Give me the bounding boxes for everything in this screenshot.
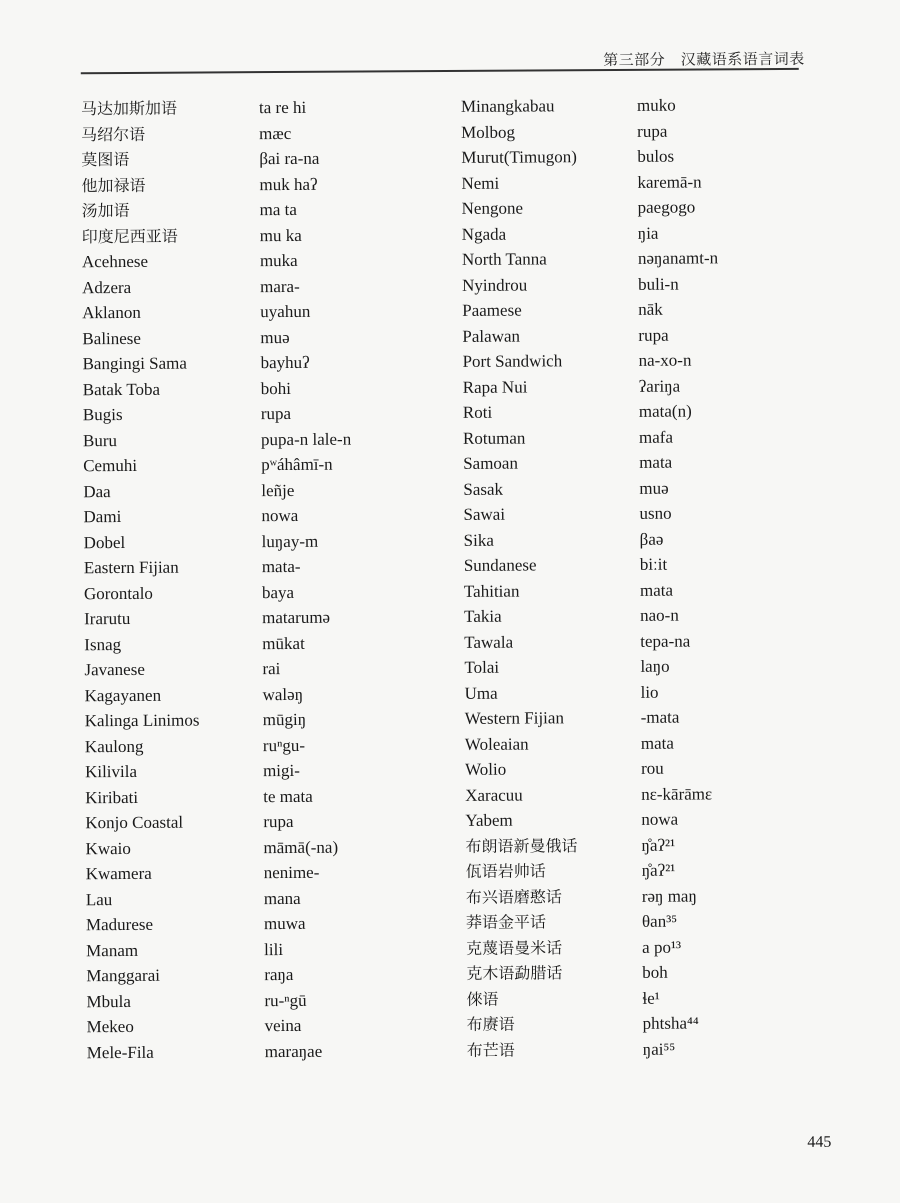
word-form: migi- <box>262 760 300 781</box>
language-name: Minangkabau <box>460 96 555 116</box>
language-name: Dami <box>83 507 122 527</box>
language-name: Konjo Coastal <box>85 812 184 833</box>
language-name: Mbula <box>86 991 131 1011</box>
word-form: rupa <box>260 403 292 424</box>
language-name: 马达加斯加语 <box>80 98 178 119</box>
word-form: buli-n <box>638 274 679 294</box>
word-form: bohi <box>260 378 291 398</box>
language-name: Manggarai <box>86 965 160 986</box>
word-form: mūkat <box>262 633 305 653</box>
word-form: pʷáhâmī-n <box>261 454 333 475</box>
language-name: 布兴语磨憨话 <box>465 886 562 907</box>
word-form: mata <box>640 733 674 753</box>
language-name: Kagayanen <box>84 685 162 705</box>
language-name: Kaulong <box>84 736 144 756</box>
language-name: Daa <box>83 481 111 501</box>
language-name: Nemi <box>461 173 500 193</box>
language-name: 佤语岩帅话 <box>465 861 546 881</box>
word-form: mu ka <box>259 225 302 245</box>
language-name: Aklanon <box>82 302 141 323</box>
language-name: 莫图语 <box>81 149 130 170</box>
language-name: 克蔑语曼米话 <box>466 937 563 958</box>
language-name: Ngada <box>461 224 507 244</box>
word-form: nāk <box>638 299 663 319</box>
word-form: βaə <box>639 529 664 549</box>
word-form: mata <box>639 580 674 600</box>
word-form: rəŋ maŋ <box>641 885 697 906</box>
language-name: 他加禄语 <box>81 175 146 195</box>
language-name: Samoan <box>463 453 519 473</box>
language-name: Javanese <box>84 659 145 680</box>
word-form: mafa <box>638 427 674 447</box>
language-name: Woleaian <box>464 734 529 754</box>
word-form: bulos <box>637 146 675 166</box>
language-name: Tawala <box>464 632 514 652</box>
language-name: Uma <box>464 683 498 703</box>
word-form: raŋa <box>264 964 294 985</box>
language-name: Isnag <box>84 634 122 654</box>
language-name: Batak Toba <box>82 379 161 399</box>
word-form: ŋai⁵⁵ <box>642 1039 676 1059</box>
language-name: Kwamera <box>85 863 152 884</box>
word-form: ŋ̊aʔ²¹ <box>641 860 676 880</box>
language-name: Murut(Timugon) <box>461 147 577 167</box>
word-form: mata- <box>261 556 301 577</box>
word-form: muə <box>639 478 669 498</box>
language-name: Dobel <box>83 532 126 552</box>
word-form: lili <box>264 939 284 959</box>
word-form: waləŋ <box>262 684 304 704</box>
word-form: mana <box>263 888 301 908</box>
language-name: 汤加语 <box>81 200 130 221</box>
word-form: karemā-n <box>637 171 702 192</box>
language-name: Cemuhi <box>83 455 138 476</box>
language-name: Acehnese <box>81 251 149 272</box>
header-rule <box>81 68 799 74</box>
word-form: nəŋanamt-n <box>637 248 719 268</box>
language-name: Kilivila <box>84 761 138 782</box>
language-name: Kiribati <box>85 787 139 807</box>
word-form: ŋ̊aʔ²¹ <box>641 835 676 855</box>
word-form: a po¹³ <box>642 937 682 957</box>
language-name: Tahitian <box>463 581 520 601</box>
word-form: nowa <box>641 809 679 829</box>
language-name: Manam <box>86 940 139 960</box>
language-name: Bugis <box>82 404 123 425</box>
word-form: mūgiŋ <box>262 709 307 730</box>
word-form: nɛ-kārāmɛ <box>641 783 713 804</box>
running-head: 第三部分 汉藏语系语言词表 <box>603 49 805 70</box>
word-form: ruⁿgu- <box>262 735 306 755</box>
language-name: Tolai <box>464 657 500 677</box>
word-form: ta re hi <box>258 97 307 118</box>
language-name: Takia <box>464 606 502 626</box>
language-name: Palawan <box>462 326 521 346</box>
language-name: Port Sandwich <box>462 351 563 371</box>
word-form: baya <box>261 582 295 602</box>
language-name: Xaracuu <box>465 785 523 805</box>
word-form: ma ta <box>259 199 297 220</box>
language-name: Yabem <box>465 810 513 830</box>
language-name: Sika <box>463 530 494 550</box>
language-name: Balinese <box>82 328 141 348</box>
word-form: -mata <box>640 707 680 727</box>
word-form: biːit <box>639 554 668 574</box>
word-form: uyahun <box>260 301 311 322</box>
language-name: Kalinga Linimos <box>84 710 200 731</box>
word-form: paegogo <box>637 197 696 217</box>
word-form: ŋia <box>637 223 659 243</box>
language-name: 布赓语 <box>466 1014 515 1034</box>
word-form: rupa <box>638 325 669 345</box>
word-form: mata <box>639 452 673 472</box>
word-form: muka <box>259 250 298 271</box>
language-name: 布芒语 <box>466 1040 515 1060</box>
language-name: Sawai <box>463 504 506 524</box>
word-form: ɬe¹ <box>642 988 660 1008</box>
word-form: muə <box>260 327 290 347</box>
language-name: Western Fijian <box>464 708 564 728</box>
word-form: nowa <box>261 505 299 526</box>
word-form: maraŋae <box>264 1041 323 1061</box>
left-language-column <box>81 95 257 1065</box>
word-form: pupa-n lale-n <box>260 429 352 449</box>
language-name: North Tanna <box>461 249 547 269</box>
word-form: muwa <box>263 913 306 934</box>
word-form: tepa-na <box>640 631 691 651</box>
language-name: Paamese <box>462 300 522 320</box>
language-name: Rotuman <box>462 428 526 448</box>
left-word-column <box>259 94 455 1064</box>
word-form: muko <box>636 95 676 115</box>
word-form: ru-ⁿgū <box>264 990 307 1010</box>
word-form: usno <box>639 503 672 523</box>
word-form: rai <box>262 659 281 679</box>
language-name: Kwaio <box>85 838 131 858</box>
word-form: māmā(-na) <box>263 837 339 857</box>
word-form: boh <box>642 962 668 982</box>
word-form: βai ra-na <box>259 148 320 169</box>
language-name: Rapa Nui <box>462 377 528 397</box>
language-name: Eastern Fijian <box>83 557 179 578</box>
word-form: bayhuʔ <box>260 352 310 373</box>
word-form: nao-n <box>640 605 679 625</box>
language-name: Wolio <box>464 759 507 779</box>
language-name: 莽语金平话 <box>465 912 547 932</box>
word-form: matarumə <box>262 607 331 628</box>
language-name: 马绍尔语 <box>81 124 146 144</box>
word-form: mara- <box>260 276 300 296</box>
language-name: 印度尼西亚语 <box>81 226 178 246</box>
page-number: 445 <box>807 1133 832 1151</box>
language-name: 布朗语新曼俄话 <box>465 835 578 856</box>
language-name: Madurese <box>85 914 154 935</box>
language-name: Mekeo <box>86 1016 134 1037</box>
word-form: luŋay-m <box>261 531 319 551</box>
right-language-column <box>461 93 637 1063</box>
word-form: na-xo-n <box>638 350 692 370</box>
word-form: mæc <box>259 123 292 143</box>
language-name: Gorontalo <box>83 583 153 603</box>
word-form: rupa <box>263 811 294 832</box>
word-form: lio <box>640 682 659 702</box>
word-form: te mata <box>263 786 313 806</box>
language-name: Sasak <box>463 479 504 499</box>
word-form: laŋo <box>640 656 670 676</box>
language-name: Irarutu <box>84 608 131 629</box>
language-name: Roti <box>462 402 493 422</box>
language-name: Molbog <box>461 122 516 142</box>
language-name: Adzera <box>82 277 132 297</box>
word-form: leñje <box>261 480 295 500</box>
language-name: Bangingi Sama <box>82 353 187 374</box>
word-form: θan³⁵ <box>641 911 678 931</box>
word-form: rou <box>640 758 664 778</box>
word-form: muk haʔ <box>259 174 318 194</box>
language-name: Buru <box>82 430 118 450</box>
language-name: 克木语勐腊话 <box>466 963 563 983</box>
word-form: ʔariŋa <box>638 376 681 396</box>
word-form: veina <box>264 1015 302 1036</box>
language-name: Mele-Fila <box>86 1042 154 1062</box>
word-form: rupa <box>637 121 668 141</box>
language-name: Lau <box>85 889 113 909</box>
language-name: Nengone <box>461 198 524 218</box>
language-name: Sundanese <box>463 555 537 575</box>
language-name: Nyindrou <box>462 275 528 295</box>
word-form: mata(n) <box>638 401 692 421</box>
language-name: 倈语 <box>466 989 499 1009</box>
right-word-column <box>637 92 823 1062</box>
word-form: phtsha⁴⁴ <box>642 1013 699 1033</box>
word-form: nenime- <box>263 862 320 883</box>
